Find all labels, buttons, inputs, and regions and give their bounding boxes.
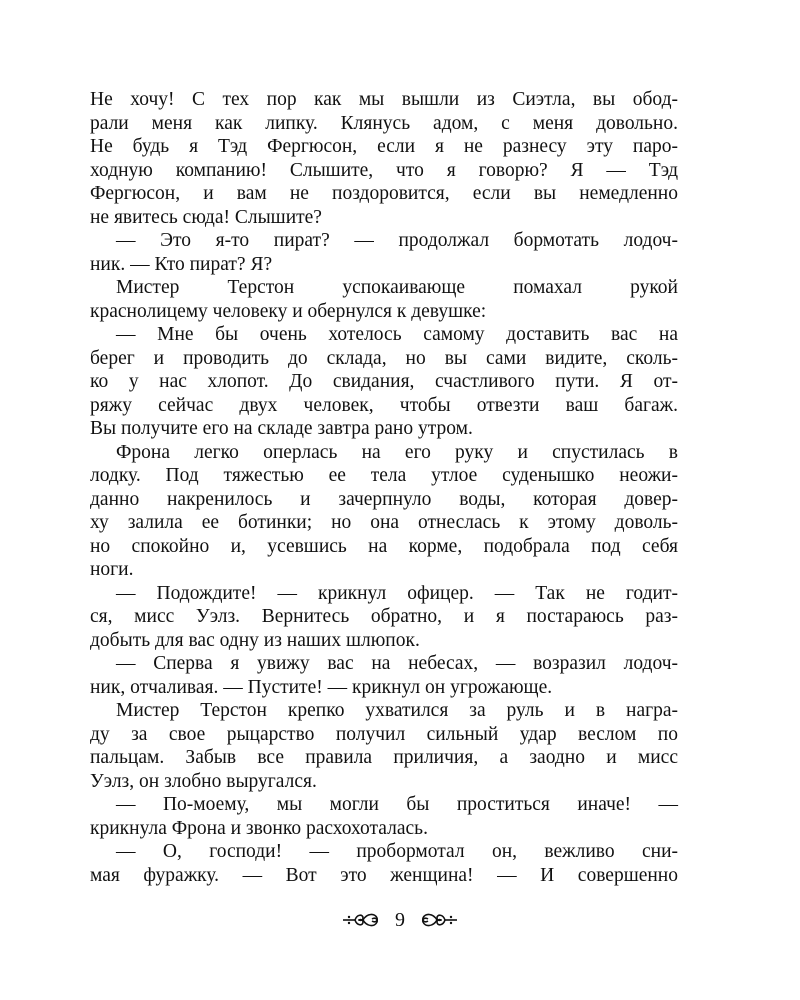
text-line: ник, отчаливая. — Пустите! — крикнул он угрожающе. — [90, 676, 553, 698]
text-line: Фрона легко оперлась на его руку и спустилась в — [116, 441, 678, 463]
text-line: ко у нас хлопот. До свидания, счастливого пути. Я от- — [90, 371, 678, 392]
text-line: ноги. — [90, 559, 134, 580]
text-line: но спокойно и, усевшись на корме, подобрала под себя — [90, 535, 678, 557]
right-ornament-icon — [419, 910, 459, 930]
text-line: — О, господи! — пробормотал он, вежливо сни- — [116, 841, 678, 862]
text-line: — Мне бы очень хотелось самому доставить вас на — [116, 324, 678, 345]
text-line: ду за свое рыцарство получил сильный удар веслом по — [90, 723, 678, 745]
text-line: Фергюсон, и вам не поздоровится, если вы немедленно — [90, 183, 678, 204]
text-line: берег и проводить до склада, но вы сами видите, сколь- — [90, 347, 678, 369]
text-line: данно накренилось и зачерпнуло воды, которая довер- — [90, 488, 678, 510]
page-footer — [0, 905, 800, 935]
text-line: мая фуражку. — Вот это женщина! — И совершенно — [90, 864, 678, 886]
text-line: ся, мисс Уэлз. Вернитесь обратно, и я постараюсь раз- — [90, 606, 678, 627]
left-ornament-icon — [341, 910, 381, 930]
text-line: Уэлз, он злобно выругался. — [90, 770, 317, 792]
text-line: не явитесь сюда! Слышите? — [90, 206, 322, 228]
text-line: Не хочу! С тех пор как мы вышли из Сиэтла, вы обод- — [90, 89, 678, 110]
text-line: рали меня как липку. Клянусь адом, с меня довольно. — [90, 112, 678, 134]
text-line: Не будь я Тэд Фергюсон, если я не разнесу эту паро- — [90, 136, 678, 157]
text-line: добыть для вас одну из наших шлюпок. — [90, 629, 420, 651]
text-line: Мистер Терстон крепко ухватился за руль и в награ- — [116, 700, 678, 721]
text-line: лодку. Под тяжестью ее тела утлое суденышко неожи- — [90, 465, 678, 486]
text-line: пальцам. Забыв все правила приличия, а заодно и мисс — [90, 747, 678, 768]
text-line: крикнула Фрона и звонко расхохоталась. — [90, 817, 428, 839]
text-line: — Подождите! — крикнул офицер. — Так не годит- — [116, 582, 678, 604]
text-line: ходную компанию! Слышите, что я говорю? Я — Тэд — [90, 159, 678, 181]
book-page-text — [90, 88, 678, 887]
text-line: Вы получите его на складе завтра рано утром. — [90, 418, 473, 439]
text-line: — По-моему, мы могли бы проститься иначе! — — [116, 794, 678, 815]
page-number: 9 — [395, 909, 405, 931]
text-line: — Сперва я увижу вас на небесах, — возразил лодоч- — [116, 653, 678, 674]
text-line: краснолицему человеку и обернулся к девушке: — [90, 300, 487, 322]
text-line: ху залила ее ботинки; но она отнеслась к этому доволь- — [90, 512, 678, 533]
text-line: Мистер Терстон успокаивающе помахал рукой — [116, 277, 678, 298]
text-line: — Это я-то пират? — продолжал бормотать лодоч- — [116, 230, 678, 251]
text-line: ник. — Кто пират? Я? — [90, 253, 273, 275]
text-line: ряжу сейчас двух человек, чтобы отвезти ваш багаж. — [90, 394, 678, 416]
